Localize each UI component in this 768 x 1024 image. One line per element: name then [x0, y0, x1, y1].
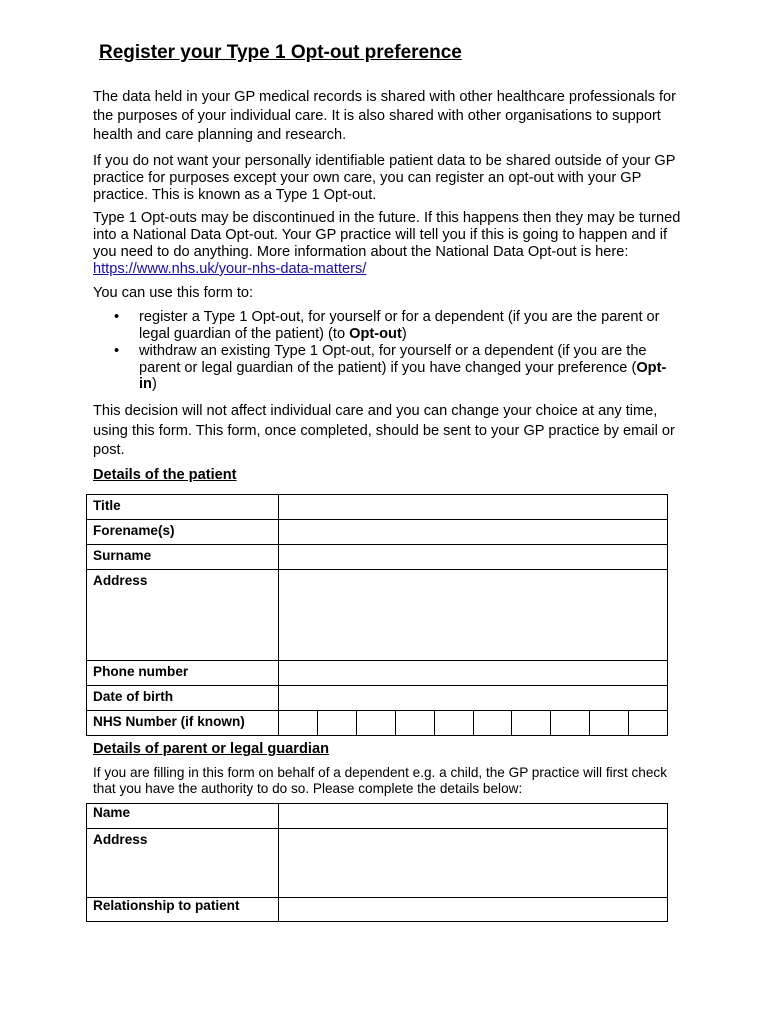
patient-nhs-row [87, 711, 668, 736]
patient-forenames-field[interactable] [279, 520, 668, 545]
bullet-opt-out-bold: Opt-out [349, 325, 402, 342]
nhs-digit-box[interactable] [511, 711, 550, 735]
bullet-opt-out-text: register a Type 1 Opt-out, for yourself or for a dependent (if you are the parent or legal guardian of the patient) (to [139, 309, 660, 342]
guardian-address-field[interactable] [279, 829, 668, 898]
patient-dob-label: Date of birth [87, 686, 279, 711]
intro-paragraph-4: You can use this form to: [93, 285, 254, 301]
nhs-digit-box[interactable] [356, 711, 395, 735]
guardian-note: If you are filling in this form on behalf of a dependent e.g. a child, the GP practice will first check that you have the authority to do so. Please complete the details below: [93, 765, 668, 796]
nhs-digit-box[interactable] [473, 711, 512, 735]
guardian-details-table [86, 803, 668, 922]
nhs-digit-box[interactable] [550, 711, 589, 735]
intro-paragraph-1: The data held in your GP medical records is shared with other healthcare professionals for the purposes of your individual care. It is also shared with other organisations to support health and care planning and research. [93, 89, 676, 143]
patient-title-row [87, 495, 668, 520]
nhs-digit-box[interactable] [279, 711, 317, 735]
bullet-opt-in-bold: Opt-in [139, 359, 667, 392]
nhs-digit-box[interactable] [628, 711, 667, 735]
patient-nhs-label: NHS Number (if known) [87, 711, 279, 736]
nhs-number-boxes [279, 711, 667, 735]
guardian-address-label: Address [87, 829, 279, 898]
guardian-relationship-row [87, 898, 668, 922]
intro-paragraph-2: If you do not want your personally identifiable patient data to be shared outside of your GP practice for purposes except your own care, you can register an opt-out with your GP practice. This is known as a Type 1 Opt-out. [93, 153, 676, 203]
nhs-digit-box[interactable] [434, 711, 473, 735]
patient-dob-field[interactable] [279, 686, 668, 711]
patient-forenames-label: Forename(s) [87, 520, 279, 545]
guardian-section-heading: Details of parent or legal guardian [93, 741, 329, 757]
patient-address-row [87, 570, 668, 661]
nhs-digit-box[interactable] [317, 711, 356, 735]
patient-title-label: Title [87, 495, 279, 520]
patient-surname-label: Surname [87, 545, 279, 570]
guardian-relationship-label: Relationship to patient [87, 898, 279, 922]
patient-dob-row [87, 686, 668, 711]
patient-surname-row [87, 545, 668, 570]
bullet-opt-in [93, 343, 683, 393]
nhs-digit-box[interactable] [395, 711, 434, 735]
usage-bullet-list [93, 309, 683, 394]
guardian-relationship-field[interactable] [279, 898, 668, 922]
guardian-name-label: Name [87, 804, 279, 829]
nhs-digit-box[interactable] [589, 711, 628, 735]
patient-nhs-field [279, 711, 668, 736]
patient-address-field[interactable] [279, 570, 668, 661]
guardian-address-row [87, 829, 668, 898]
bullet-opt-out [93, 309, 683, 342]
intro-paragraph-3-text: Type 1 Opt-outs may be discontinued in the future. If this happens then they may be turned into a National Data Opt-out. Your GP practice will tell you if this is going to happen and if you need to do anything. More information about the National Data Opt-out is here: [93, 210, 681, 260]
form-title: Register your Type 1 Opt-out preference [99, 42, 462, 63]
bullet-opt-in-text: withdraw an existing Type 1 Opt-out, for yourself or a dependent (if you are the parent or legal guardian of the patient) if you have changed your preference ( [139, 343, 647, 376]
nhs-data-link[interactable]: https://www.nhs.uk/your-nhs-data-matters/ [93, 261, 367, 277]
patient-phone-row [87, 661, 668, 686]
bullet-opt-in-end: ) [151, 376, 157, 392]
patient-title-field[interactable] [279, 495, 668, 520]
intro-paragraph-5: This decision will not affect individual care and you can change your choice at any time, using this form. This form, once completed, should be sent to your GP practice by email or post. [93, 403, 675, 458]
patient-surname-field[interactable] [279, 545, 668, 570]
patient-forenames-row [87, 520, 668, 545]
patient-address-label: Address [87, 570, 279, 661]
patient-details-table [86, 494, 668, 736]
guardian-name-row [87, 804, 668, 829]
patient-phone-label: Phone number [87, 661, 279, 686]
patient-phone-field[interactable] [279, 661, 668, 686]
patient-section-heading: Details of the patient [93, 467, 237, 483]
guardian-name-field[interactable] [279, 804, 668, 829]
bullet-opt-out-end: ) [401, 325, 407, 342]
intro-paragraph-3 [93, 210, 683, 278]
